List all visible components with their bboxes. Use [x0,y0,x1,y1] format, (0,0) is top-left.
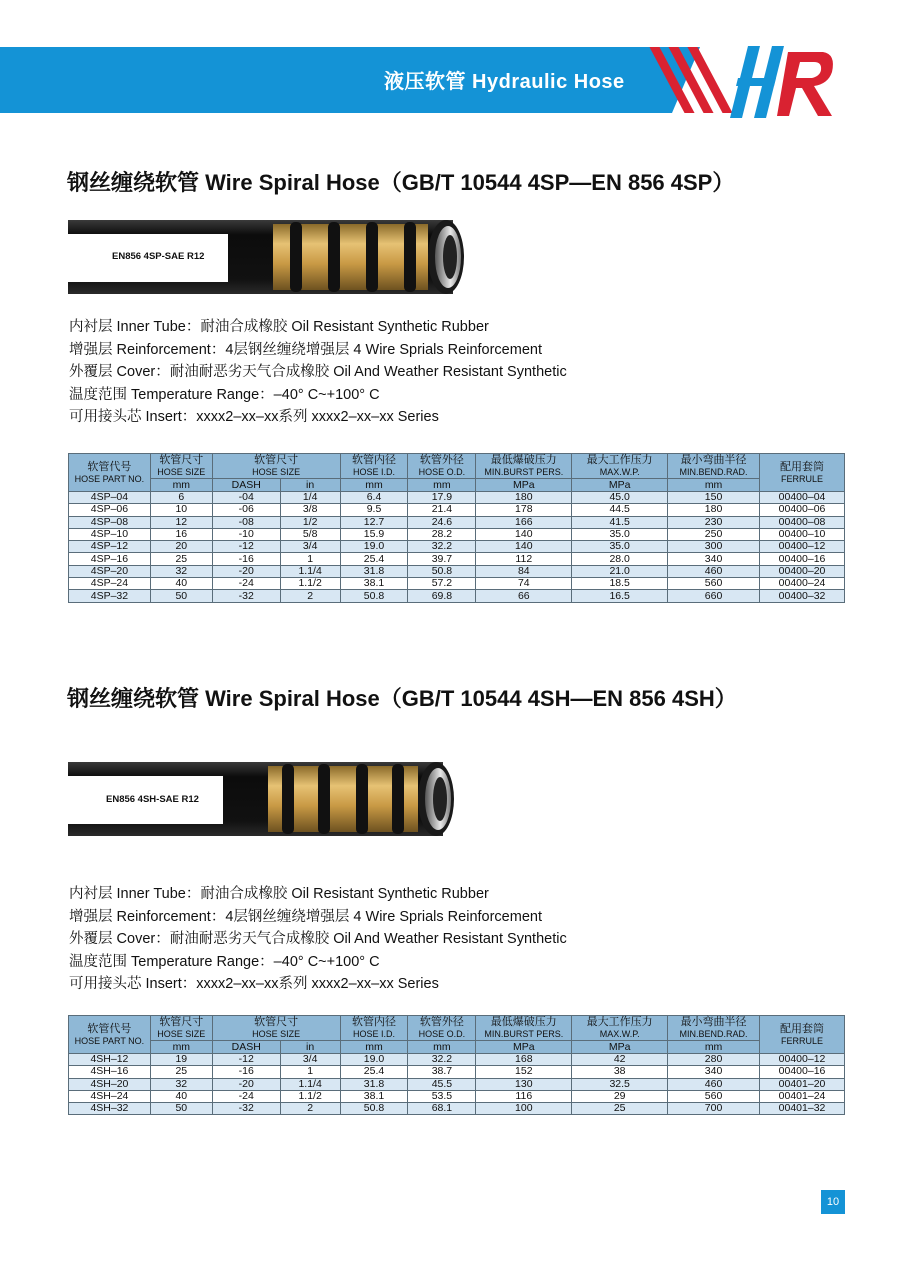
table-cell: 25.4 [340,1066,408,1078]
table-cell: 1 [280,553,340,565]
table-row [69,492,845,504]
table-cell: 68.1 [408,1103,476,1115]
table-cell: 39.7 [408,553,476,565]
table-cell: 50 [150,1103,212,1115]
section-title: 钢丝缠绕软管 Wire Spiral Hose（GB/T 10544 4SP—EN 856 4SP） [67,170,735,195]
table-cell: 340 [668,1066,760,1078]
table-cell: 35.0 [572,541,668,553]
col-size-mm: 软管尺寸 HOSE SIZE [150,454,212,479]
spec-reinforcement: 增强层 Reinforcement：4层钢丝缠绕增强层 4 Wire Sprials Reinforcement [69,341,542,358]
col-ferrule: 配用套筒 FERRULE [760,1016,845,1054]
table-cell: 38.1 [340,1090,408,1102]
table-cell: 00400–24 [760,578,845,590]
table-cell: -20 [212,565,280,577]
table-cell: 4SH–16 [69,1066,151,1078]
table-cell: 4SP–06 [69,504,151,516]
table-cell: 41.5 [572,516,668,528]
table-cell: 6 [150,492,212,504]
col-wp: 最大工作压力 MAX.W.P. [572,1016,668,1041]
table-row [69,528,845,540]
table-row [69,1078,845,1090]
table-cell: 42 [572,1054,668,1066]
table-cell: 1 [280,1066,340,1078]
table-cell: 40 [150,1090,212,1102]
unit-cell: MPa [572,1041,668,1054]
table-cell: 4SP–32 [69,590,151,602]
table-cell: 150 [668,492,760,504]
table-cell: 31.8 [340,565,408,577]
table-cell: 3/4 [280,541,340,553]
table-cell: 5/8 [280,528,340,540]
table-cell: 4SH–32 [69,1103,151,1115]
table-row [69,516,845,528]
table-cell: 28.2 [408,528,476,540]
spec-table [68,1015,845,1115]
table-cell: 4SP–10 [69,528,151,540]
table-cell: 560 [668,1090,760,1102]
unit-cell: mm [408,1041,476,1054]
brand-logo-icon [728,44,838,120]
table-cell: 460 [668,1078,760,1090]
table-cell: 00400–32 [760,590,845,602]
table-cell: 1.1/4 [280,1078,340,1090]
table-cell: 17.9 [408,492,476,504]
col-od: 软管外径 HOSE O.D. [408,1016,476,1041]
table-cell: 6.4 [340,492,408,504]
table-cell: 100 [476,1103,572,1115]
col-id: 软管内径 HOSE I.D. [340,1016,408,1041]
table-row [69,504,845,516]
table-cell: 00400–12 [760,1054,845,1066]
table-cell: 18.5 [572,578,668,590]
table-cell: 16 [150,528,212,540]
table-cell: 00400–20 [760,565,845,577]
unit-cell: mm [150,1041,212,1054]
table-cell: 280 [668,1054,760,1066]
table-row [69,565,845,577]
spec-table [68,453,845,603]
table-cell: 168 [476,1054,572,1066]
table-cell: 00400–16 [760,553,845,565]
table-cell: -20 [212,1078,280,1090]
table-cell: 00400–16 [760,1066,845,1078]
table-cell: 29 [572,1090,668,1102]
table-cell: -12 [212,1054,280,1066]
table-cell: 166 [476,516,572,528]
table-cell: 180 [668,504,760,516]
spec-list [69,316,567,429]
col-ferrule: 配用套筒 FERRULE [760,454,845,492]
unit-cell: mm [150,479,212,492]
col-size-dash: 软管尺寸 HOSE SIZE [212,454,340,479]
table-cell: 4SP–08 [69,516,151,528]
col-bend: 最小弯曲半径 MIN.BEND.RAD. [668,454,760,479]
hose-label: EN856 4SP-SAE R12 [112,251,205,262]
table-body [69,1054,845,1115]
table-cell: -16 [212,553,280,565]
table-cell: -04 [212,492,280,504]
table-cell: 1.1/4 [280,565,340,577]
table-cell: 340 [668,553,760,565]
table-cell: 700 [668,1103,760,1115]
table-cell: -24 [212,1090,280,1102]
table-cell: 4SP–12 [69,541,151,553]
table-cell: -24 [212,578,280,590]
col-part: 软管代号 HOSE PART NO. [69,454,151,492]
table-cell: 50 [150,590,212,602]
table-cell: 21.4 [408,504,476,516]
table-cell: 38.7 [408,1066,476,1078]
unit-cell: mm [668,1041,760,1054]
col-size-mm: 软管尺寸 HOSE SIZE [150,1016,212,1041]
table-cell: 21.0 [572,565,668,577]
table-cell: 50.8 [408,565,476,577]
unit-cell: in [280,1041,340,1054]
table-row [69,541,845,553]
table-cell: -16 [212,1066,280,1078]
table-cell: 140 [476,541,572,553]
col-od: 软管外径 HOSE O.D. [408,454,476,479]
table-cell: 57.2 [408,578,476,590]
unit-cell: DASH [212,479,280,492]
table-cell: 4SP–24 [69,578,151,590]
table-cell: 1.1/2 [280,578,340,590]
table-cell: 1.1/2 [280,1090,340,1102]
table-cell: 15.9 [340,528,408,540]
table-cell: 00400–10 [760,528,845,540]
table-cell: 45.5 [408,1078,476,1090]
table-cell: 25 [150,1066,212,1078]
table-cell: 2 [280,1103,340,1115]
table-cell: 152 [476,1066,572,1078]
unit-cell: mm [340,1041,408,1054]
table-cell: 00400–12 [760,541,845,553]
table-cell: 44.5 [572,504,668,516]
table-cell: 32.2 [408,541,476,553]
table-body [69,492,845,603]
table-cell: -06 [212,504,280,516]
table-cell: 300 [668,541,760,553]
table-row [69,590,845,602]
table-cell: 130 [476,1078,572,1090]
table-cell: 560 [668,578,760,590]
table-cell: 32.5 [572,1078,668,1090]
table-row [69,553,845,565]
table-cell: 24.6 [408,516,476,528]
spec-reinforcement: 增强层 Reinforcement：4层钢丝缠绕增强层 4 Wire Sprials Reinforcement [69,908,542,925]
spec-list [69,883,567,996]
unit-cell: mm [668,479,760,492]
table-cell: -32 [212,1103,280,1115]
table-cell: 4SH–12 [69,1054,151,1066]
table-cell: 20 [150,541,212,553]
table-cell: 25 [572,1103,668,1115]
spec-inner-tube: 内衬层 Inner Tube：耐油合成橡胶 Oil Resistant Synthetic Rubber [69,319,489,335]
table-cell: 2 [280,590,340,602]
table-cell: 250 [668,528,760,540]
table-cell: 00400–06 [760,504,845,516]
page-number: 10 [821,1190,845,1214]
table-cell: 4SH–24 [69,1090,151,1102]
table-cell: 00400–04 [760,492,845,504]
col-id: 软管内径 HOSE I.D. [340,454,408,479]
table-cell: 25.4 [340,553,408,565]
table-cell: 9.5 [340,504,408,516]
table-cell: 19.0 [340,541,408,553]
table-row [69,1103,845,1115]
table-row [69,1054,845,1066]
table-cell: 00401–32 [760,1103,845,1115]
table-cell: 4SP–04 [69,492,151,504]
table-cell: 53.5 [408,1090,476,1102]
table-cell: 50.8 [340,590,408,602]
table-cell: 00401–24 [760,1090,845,1102]
hose-label: EN856 4SH-SAE R12 [106,794,199,805]
table-cell: -12 [212,541,280,553]
unit-cell: in [280,479,340,492]
table-cell: 32 [150,1078,212,1090]
unit-cell: mm [408,479,476,492]
table-row [69,1090,845,1102]
table-row [69,578,845,590]
table-cell: 230 [668,516,760,528]
table-cell: 35.0 [572,528,668,540]
col-bend: 最小弯曲半径 MIN.BEND.RAD. [668,1016,760,1041]
table-cell: 40 [150,578,212,590]
table-cell: 1/4 [280,492,340,504]
spec-insert: 可用接头芯 Insert：xxxx2–xx–xx系列 xxxx2–xx–xx Series [69,409,439,425]
table-cell: 38 [572,1066,668,1078]
table-cell: 38.1 [340,578,408,590]
table-cell: 45.0 [572,492,668,504]
unit-cell: MPa [572,479,668,492]
unit-cell: mm [340,479,408,492]
unit-cell: MPa [476,1041,572,1054]
table-cell: 84 [476,565,572,577]
table-cell: 178 [476,504,572,516]
table-cell: 1/2 [280,516,340,528]
col-size-dash: 软管尺寸 HOSE SIZE [212,1016,340,1041]
section-title: 钢丝缠绕软管 Wire Spiral Hose（GB/T 10544 4SH—EN 856 4SH） [67,686,737,711]
table-cell: 180 [476,492,572,504]
table-cell: 12.7 [340,516,408,528]
table-cell: 12 [150,516,212,528]
table-cell: 19.0 [340,1054,408,1066]
col-wp: 最大工作压力 MAX.W.P. [572,454,668,479]
spec-cover: 外覆层 Cover：耐油耐恶劣天气合成橡胶 Oil And Weather Resistant Synthetic [69,931,567,947]
table-cell: 460 [668,565,760,577]
table-cell: 32.2 [408,1054,476,1066]
table-cell: 16.5 [572,590,668,602]
table-cell: 31.8 [340,1078,408,1090]
table-cell: 112 [476,553,572,565]
spec-insert: 可用接头芯 Insert：xxxx2–xx–xx系列 xxxx2–xx–xx Series [69,976,439,992]
col-burst: 最低爆破压力 MIN.BURST PERS. [476,1016,572,1041]
table-cell: 25 [150,553,212,565]
table-cell: 140 [476,528,572,540]
table-row [69,1066,845,1078]
spec-temperature: 温度范围 Temperature Range：–40° C~+100° C [69,953,380,970]
table-cell: -10 [212,528,280,540]
table-cell: 3/8 [280,504,340,516]
table-cell: 50.8 [340,1103,408,1115]
col-part: 软管代号 HOSE PART NO. [69,1016,151,1054]
spec-temperature: 温度范围 Temperature Range：–40° C~+100° C [69,386,380,403]
table-cell: 32 [150,565,212,577]
table-cell: 10 [150,504,212,516]
table-cell: 74 [476,578,572,590]
col-burst: 最低爆破压力 MIN.BURST PERS. [476,454,572,479]
table-cell: -32 [212,590,280,602]
unit-cell: MPa [476,479,572,492]
spec-inner-tube: 内衬层 Inner Tube：耐油合成橡胶 Oil Resistant Synthetic Rubber [69,886,489,902]
table-cell: -08 [212,516,280,528]
table-cell: 3/4 [280,1054,340,1066]
table-cell: 4SP–20 [69,565,151,577]
table-cell: 660 [668,590,760,602]
table-cell: 4SP–16 [69,553,151,565]
table-cell: 66 [476,590,572,602]
header-title: 液压软管 Hydraulic Hose [384,71,625,93]
table-cell: 116 [476,1090,572,1102]
table-cell: 00400–08 [760,516,845,528]
table-cell: 19 [150,1054,212,1066]
table-cell: 4SH–20 [69,1078,151,1090]
table-cell: 69.8 [408,590,476,602]
spec-cover: 外覆层 Cover：耐油耐恶劣天气合成橡胶 Oil And Weather Resistant Synthetic [69,364,567,380]
unit-cell: DASH [212,1041,280,1054]
table-cell: 00401–20 [760,1078,845,1090]
table-cell: 28.0 [572,553,668,565]
